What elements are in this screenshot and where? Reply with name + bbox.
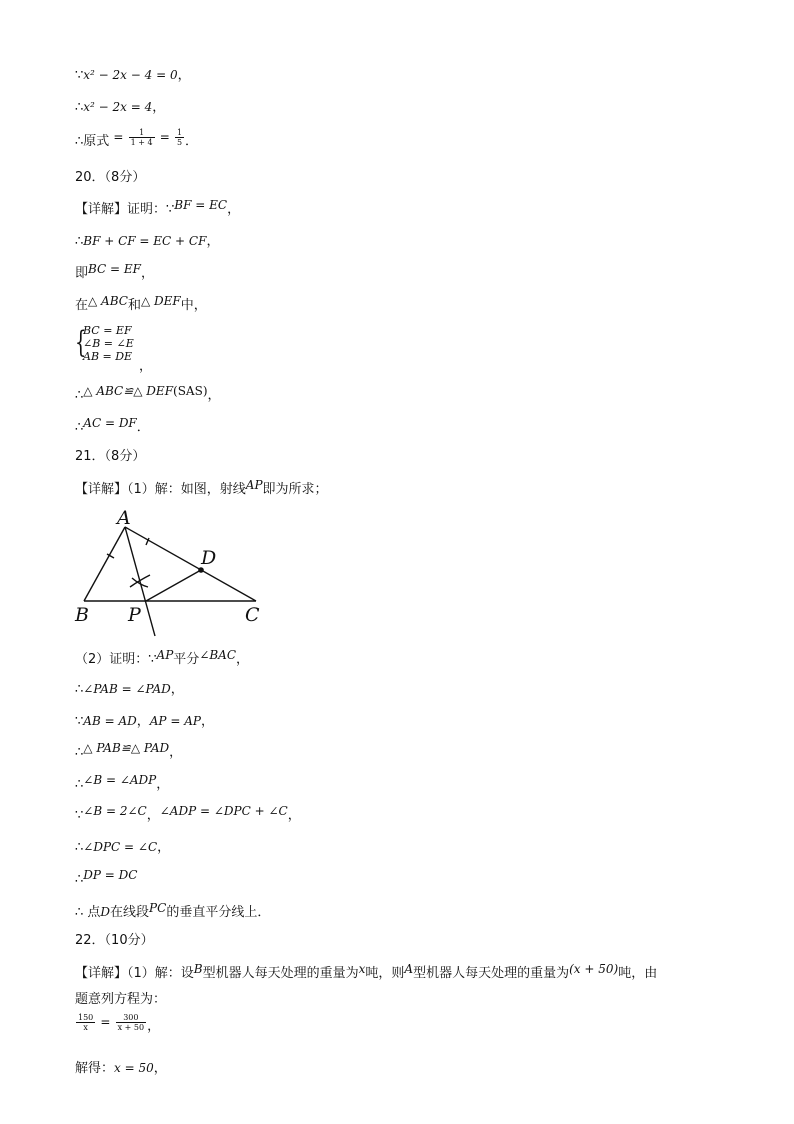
line-original-expression-value: ∴原式 = $\frac{1}{1 + 4}$ = $\frac{1}{5}$ ． <box>75 128 199 149</box>
fraction-one-fifth: $\frac{1}{5}$ <box>176 128 183 147</box>
arc-mark-1 <box>130 575 150 587</box>
line-congruent-sas: ∴△ ABC≌△ DEF(SAS)， <box>75 384 221 403</box>
line-equation-intro: 题意列方程为： <box>75 992 167 1007</box>
line-ray-ap: 【详解】（1）解：如图，射线AP即为所求； <box>75 478 328 497</box>
line-angle-pab-pad: ∴∠PAB = ∠PAD， <box>75 682 184 697</box>
line-perpendicular-bisector: ∴ 点D在线段PC的垂直平分线上． <box>75 901 271 920</box>
label-a: A <box>117 507 131 529</box>
question-21-header: 21．（8分） <box>75 449 146 464</box>
label-b: B <box>75 604 89 626</box>
line-angle-dpc-c: ∴∠DPC = ∠C， <box>75 840 171 855</box>
fraction-150-over-x: $\frac{150}{x}$ <box>78 1013 94 1032</box>
segment-ab <box>84 527 125 601</box>
line-proof-given: 【详解】证明：∵BF = EC， <box>75 198 241 217</box>
line-given-equation: ∵x² − 2x − 4 = 0， <box>75 68 191 83</box>
question-22-header: 22．（10分） <box>75 933 154 948</box>
line-setup-variables: 【详解】（1）解：设B型机器人每天处理的重量为x吨，则A型机器人每天处理的重量为(x + 50)吨，由 <box>75 962 658 981</box>
label-p: P <box>128 604 141 626</box>
line-angle-b-adp: ∴∠B = ∠ADP， <box>75 773 170 792</box>
left-brace: { <box>75 325 87 360</box>
label-c: C <box>245 604 260 626</box>
line-ap-bisects: （2）证明：∵AP平分∠BAC， <box>75 648 250 667</box>
system-row-2: ∠B = ∠E <box>83 337 134 350</box>
line-add-cf: ∴BF + CF = EC + CF， <box>75 234 220 249</box>
segment-ac <box>125 527 256 601</box>
line-bc-equals-ef: 即BC = EF， <box>75 262 155 281</box>
question-20-header: 20．（8分） <box>75 170 146 185</box>
system-row-3: AB = DE <box>83 350 133 363</box>
line-congruent-pab-pad: ∴△ PAB≌△ PAD， <box>75 741 183 760</box>
label-d: D <box>201 547 217 569</box>
line-solution-x: 解得：x = 50， <box>75 1061 167 1076</box>
line-ac-equals-df: ∴AC = DF． <box>75 416 150 435</box>
line-angle-relations: ∵∠B = 2∠C，∠ADP = ∠DPC + ∠C， <box>75 804 301 823</box>
line-ab-ad-ap: ∵AB = AD，AP = AP， <box>75 714 214 729</box>
geometry-figure <box>70 505 270 640</box>
fraction-300-over-x-plus-50: $\frac{300}{x + 50}$ <box>117 1013 145 1032</box>
line-fractional-equation: $\frac{150}{x}$ = $\frac{300}{x + 50}$ ， <box>78 1013 161 1034</box>
fraction-one-over-five-sum: $\frac{1}{1 + 4}$ <box>130 128 153 147</box>
line-dp-equals-dc: ∴DP = DC <box>75 868 138 887</box>
segment-pd <box>146 570 201 601</box>
line-rearranged-equation: ∴x² − 2x = 4， <box>75 100 166 115</box>
line-in-triangles: 在△ ABC和△ DEF中， <box>75 294 207 313</box>
system-row-1: BC = EF <box>83 324 132 337</box>
